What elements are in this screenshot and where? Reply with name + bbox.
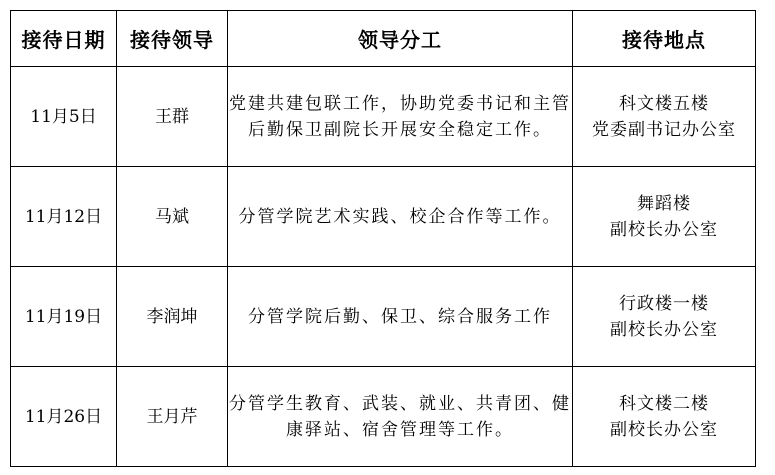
leader-cell: 王群 — [117, 67, 228, 167]
table-row — [11, 167, 756, 267]
location-office: 党委副书记办公室 — [592, 119, 736, 140]
reception-schedule-table — [10, 10, 756, 467]
table-header — [11, 11, 756, 67]
duties-cell: 党建共建包联工作，协助党委书记和主管后勤保卫副院长开展安全稳定工作。 — [228, 67, 573, 167]
location-building: 科文楼二楼 — [619, 393, 709, 414]
leader-cell: 王月芹 — [117, 367, 228, 467]
header-leader: 接待领导 — [117, 11, 228, 67]
table-row — [11, 267, 756, 367]
header-date: 接待日期 — [11, 11, 117, 67]
location-office: 副校长办公室 — [610, 319, 718, 340]
location-building: 舞蹈楼 — [637, 193, 691, 214]
location-cell — [573, 267, 756, 367]
header-row — [11, 11, 756, 67]
duties-cell: 分管学生教育、武装、就业、共青团、健康驿站、宿舍管理等工作。 — [228, 367, 573, 467]
location-cell — [573, 367, 756, 467]
table-body — [11, 67, 756, 467]
date-cell: 11月5日 — [11, 67, 117, 167]
duties-cell: 分管学院后勤、保卫、综合服务工作 — [228, 267, 573, 367]
location-cell — [573, 167, 756, 267]
location-office: 副校长办公室 — [610, 419, 718, 440]
location-building: 行政楼一楼 — [619, 293, 709, 314]
table-row — [11, 367, 756, 467]
date-cell: 11月12日 — [11, 167, 117, 267]
header-location: 接待地点 — [573, 11, 756, 67]
leader-cell: 李润坤 — [117, 267, 228, 367]
location-office: 副校长办公室 — [610, 219, 718, 240]
location-cell — [573, 67, 756, 167]
leader-cell: 马斌 — [117, 167, 228, 267]
header-duties: 领导分工 — [228, 11, 573, 67]
date-cell: 11月19日 — [11, 267, 117, 367]
duties-cell: 分管学院艺术实践、校企合作等工作。 — [228, 167, 573, 267]
location-building: 科文楼五楼 — [619, 93, 709, 114]
date-cell: 11月26日 — [11, 367, 117, 467]
table-row — [11, 67, 756, 167]
